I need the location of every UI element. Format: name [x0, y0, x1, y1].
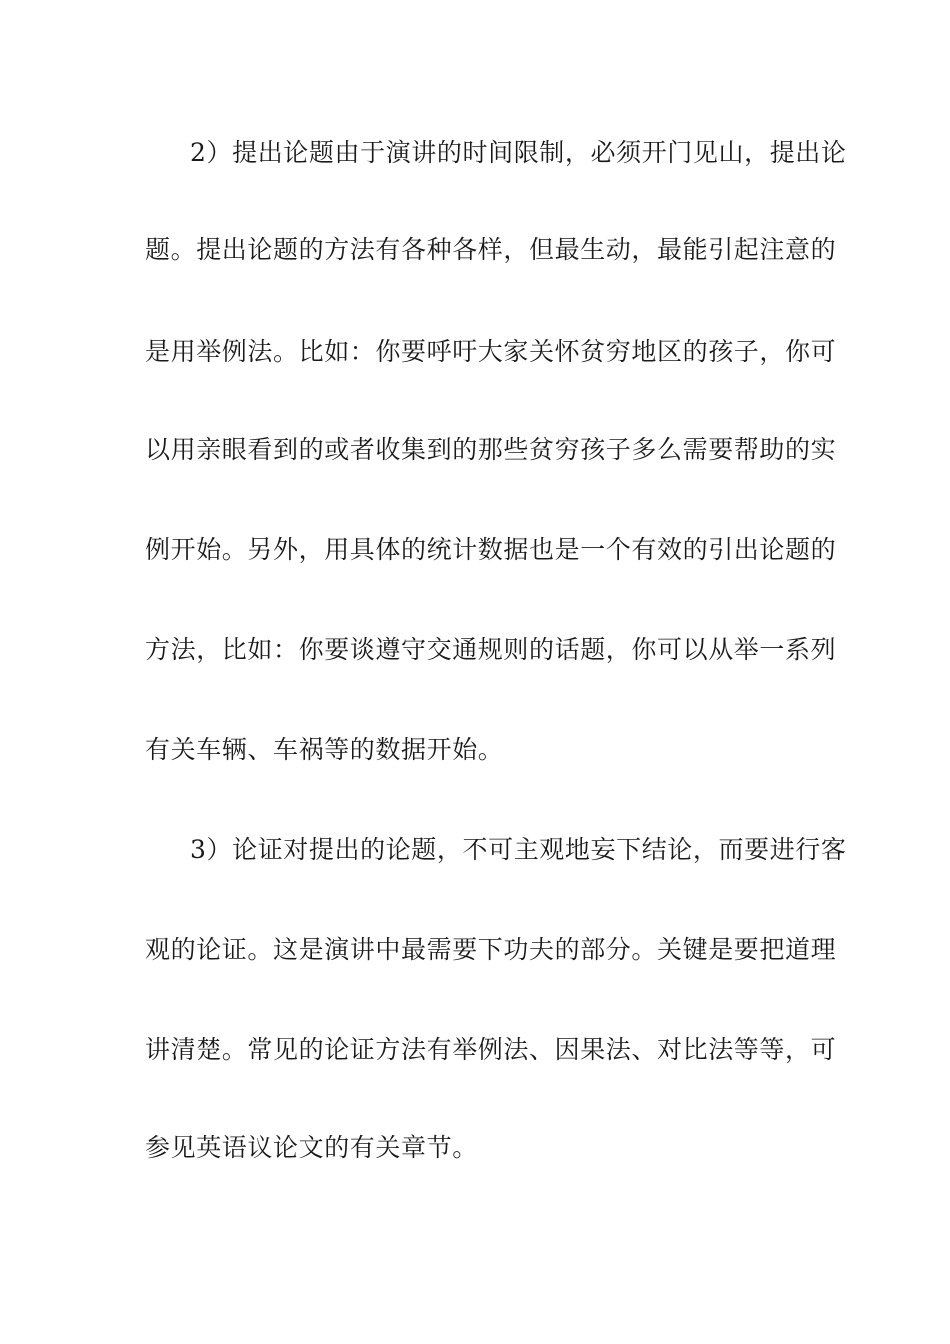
paragraph-3-line-4: 参见英语议论文的有关章节。: [145, 1133, 478, 1162]
paragraph-2-line-4: 以用亲眼看到的或者收集到的那些贫穷孩子多么需要帮助的实: [145, 435, 837, 464]
paragraph-2-line-6: 方法，比如：你要谈遵守交通规则的话题，你可以从举一系列: [145, 635, 837, 664]
paragraph-2-line-3: 是用举例法。比如：你要呼吁大家关怀贫穷地区的孩子，你可: [145, 337, 837, 366]
paragraph-2-line-5: 例开始。另外，用具体的统计数据也是一个有效的引出论题的: [145, 535, 837, 564]
paragraph-3-line-2: 观的论证。这是演讲中最需要下功夫的部分。关键是要把道理: [145, 935, 837, 964]
paragraph-2-line-7: 有关车辆、车祸等的数据开始。: [145, 735, 504, 764]
paragraph-2-line-1: 2）提出论题由于演讲的时间限制，必须开门见山，提出论: [190, 138, 847, 167]
paragraph-2-line-2: 题。提出论题的方法有各种各样，但最生动，最能引起注意的: [145, 235, 837, 264]
paragraph-3-line-1: 3）论证对提出的论题，不可主观地妄下结论，而要进行客: [190, 835, 847, 864]
paragraph-3-line-3: 讲清楚。常见的论证方法有举例法、因果法、对比法等等，可: [145, 1035, 837, 1064]
